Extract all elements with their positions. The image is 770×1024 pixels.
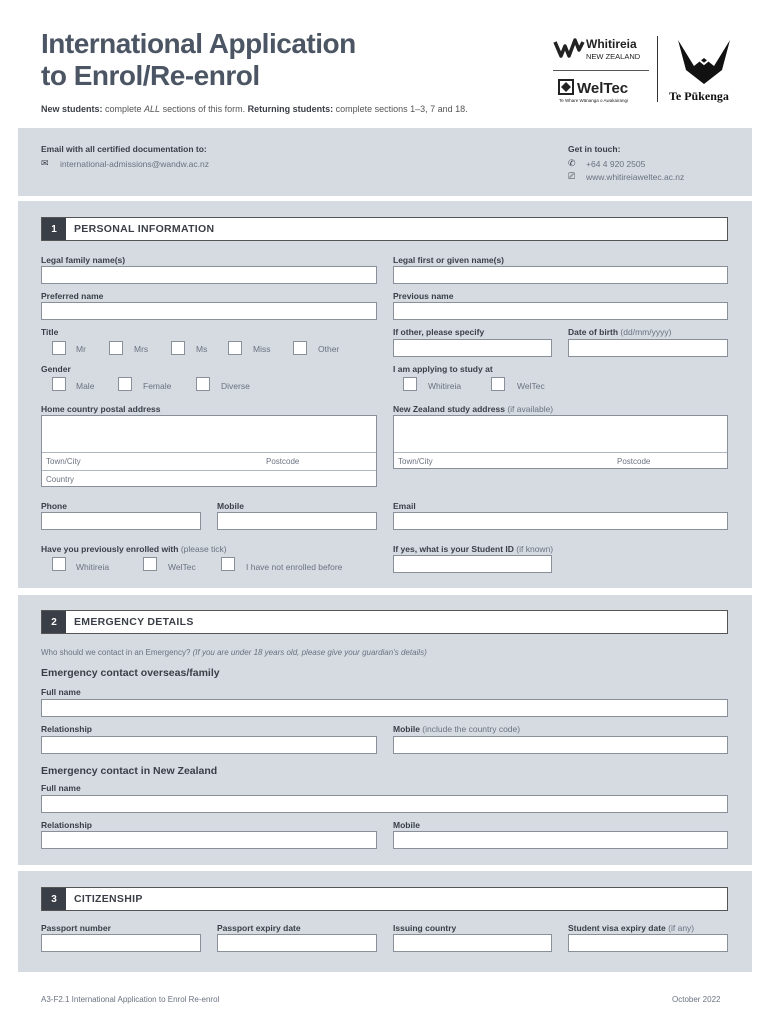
svg-text:Te Whare Wānanga o Awakairangi: Te Whare Wānanga o Awakairangi xyxy=(559,98,628,103)
intro-all: ALL xyxy=(144,104,161,114)
contact-band xyxy=(18,128,752,196)
phone-number[interactable]: +64 4 920 2505 xyxy=(586,159,646,169)
preferred-name-field[interactable] xyxy=(41,302,377,320)
passport-expiry-label: Passport expiry date xyxy=(217,923,301,933)
mobile-field[interactable] xyxy=(217,512,377,530)
prev-none-label: I have not enrolled before xyxy=(246,562,343,572)
passport-expiry-field[interactable] xyxy=(217,934,377,952)
svg-text:WelTec: WelTec xyxy=(577,80,629,97)
nz-relationship-field[interactable] xyxy=(41,831,377,849)
student-id-field[interactable] xyxy=(393,555,552,573)
overseas-contact-heading: Emergency contact overseas/family xyxy=(41,667,220,679)
other-specify-field[interactable] xyxy=(393,339,552,357)
prev-weltec-label: WelTec xyxy=(168,562,196,572)
dob-label: Date of birth (dd/mm/yyyy) xyxy=(568,327,672,337)
overseas-relationship-field[interactable] xyxy=(41,736,377,754)
nz-relationship-label: Relationship xyxy=(41,820,93,830)
first-name-field[interactable] xyxy=(393,266,728,284)
gender-female-label: Female xyxy=(143,381,172,391)
logo-divider xyxy=(553,70,649,71)
home-postcode-label: Postcode xyxy=(266,457,300,466)
nz-address-field[interactable] xyxy=(393,415,728,469)
intro-new-text: complete xyxy=(102,104,145,114)
title-ms-checkbox[interactable] xyxy=(171,341,185,355)
section-3-number: 3 xyxy=(42,888,66,910)
title-other-checkbox[interactable] xyxy=(293,341,307,355)
section-emergency-details xyxy=(18,595,752,865)
logo-vertical-divider xyxy=(657,36,658,102)
other-specify-label: If other, please specify xyxy=(393,327,485,337)
title-miss-checkbox[interactable] xyxy=(228,341,242,355)
applying-at-label: I am applying to study at xyxy=(393,364,493,374)
section-1-number: 1 xyxy=(42,218,66,240)
title-mr-label: Mr xyxy=(76,344,86,354)
gender-male-checkbox[interactable] xyxy=(52,377,66,391)
email-label: Email xyxy=(393,501,416,511)
student-id-label: If yes, what is your Student ID (if known) xyxy=(393,544,554,554)
first-name-label: Legal first or given name(s) xyxy=(393,255,504,265)
form-title-line1: International Application xyxy=(41,28,356,59)
nz-contact-heading: Emergency contact in New Zealand xyxy=(41,765,218,777)
applying-whitireia-checkbox[interactable] xyxy=(403,377,417,391)
phone-field[interactable] xyxy=(41,512,201,530)
weltec-logo xyxy=(558,78,650,104)
phone-icon: ✆ xyxy=(568,158,576,168)
website-link[interactable]: www.whitireiaweltec.ac.nz xyxy=(586,172,685,182)
svg-text:NEW ZEALAND: NEW ZEALAND xyxy=(586,52,641,61)
intro-returning-label: Returning students: xyxy=(247,104,334,114)
section-1-title: PERSONAL INFORMATION xyxy=(74,223,215,235)
phone-label: Phone xyxy=(41,501,67,511)
section-3-title: CITIZENSHIP xyxy=(74,893,143,905)
email-field[interactable] xyxy=(393,512,728,530)
nz-town-city-label: Town/City xyxy=(398,457,433,466)
section-3-header xyxy=(41,887,728,911)
prev-weltec-checkbox[interactable] xyxy=(143,557,157,571)
previous-name-label: Previous name xyxy=(393,291,454,301)
title-other-label: Other xyxy=(318,344,340,354)
nz-mobile-label: Mobile xyxy=(393,820,420,830)
prev-whitireia-checkbox[interactable] xyxy=(52,557,66,571)
nz-full-name-field[interactable] xyxy=(41,795,728,813)
intro-new-label: New students: xyxy=(41,104,103,114)
whitireia-logo xyxy=(553,36,649,66)
gender-male-label: Male xyxy=(76,381,95,391)
title-mrs-checkbox[interactable] xyxy=(109,341,123,355)
family-name-label: Legal family name(s) xyxy=(41,255,126,265)
overseas-mobile-field[interactable] xyxy=(393,736,728,754)
applying-weltec-label: WelTec xyxy=(517,381,545,391)
footer-form-code: A3-F2.1 International Application to Enrol Re-enrol xyxy=(41,995,220,1004)
intro-instructions xyxy=(41,104,468,114)
te-pukenga-logo xyxy=(668,36,740,104)
nz-postcode-label: Postcode xyxy=(617,457,651,466)
issuing-country-label: Issuing country xyxy=(393,923,457,933)
prev-none-checkbox[interactable] xyxy=(221,557,235,571)
get-in-touch-label: Get in touch: xyxy=(568,144,621,154)
title-mrs-label: Mrs xyxy=(134,344,149,354)
svg-text:Te Pūkenga: Te Pūkenga xyxy=(669,89,729,103)
section-personal-information xyxy=(18,201,752,588)
nz-mobile-field[interactable] xyxy=(393,831,728,849)
previous-name-field[interactable] xyxy=(393,302,728,320)
home-address-label: Home country postal address xyxy=(41,404,161,414)
form-title xyxy=(41,28,356,92)
nz-address-label: New Zealand study address (if available) xyxy=(393,404,554,414)
family-name-field[interactable] xyxy=(41,266,377,284)
issuing-country-field[interactable] xyxy=(393,934,552,952)
gender-diverse-checkbox[interactable] xyxy=(196,377,210,391)
overseas-mobile-label: Mobile (include the country code) xyxy=(393,724,521,734)
nz-full-name-label: Full name xyxy=(41,783,81,793)
section-2-header xyxy=(41,610,728,634)
emergency-question: Who should we contact in an Emergency? (If you are under 18 years old, please give your guardian's details) xyxy=(41,648,427,657)
mobile-label: Mobile xyxy=(217,501,244,511)
prev-whitireia-label: Whitireia xyxy=(76,562,110,572)
applying-weltec-checkbox[interactable] xyxy=(491,377,505,391)
section-1-header xyxy=(41,217,728,241)
intro-returning-text: complete sections 1–3, 7 and 18. xyxy=(333,104,468,114)
gender-label: Gender xyxy=(41,364,71,374)
home-country-label: Country xyxy=(46,475,75,484)
passport-number-label: Passport number xyxy=(41,923,111,933)
home-address-field[interactable] xyxy=(41,415,377,487)
overseas-full-name-field[interactable] xyxy=(41,699,728,717)
home-town-city-label: Town/City xyxy=(46,457,81,466)
website-icon: ⎚ xyxy=(568,171,576,181)
prev-enrolled-label: Have you previously enrolled with (please tick) xyxy=(41,544,227,554)
section-2-number: 2 xyxy=(42,611,66,633)
envelope-icon: ✉ xyxy=(41,158,49,168)
admissions-email-link[interactable]: international-admissions@wandw.ac.nz xyxy=(60,159,209,169)
overseas-full-name-label: Full name xyxy=(41,687,81,697)
title-miss-label: Miss xyxy=(253,344,271,354)
title-ms-label: Ms xyxy=(196,344,208,354)
visa-expiry-field[interactable] xyxy=(568,934,728,952)
section-citizenship xyxy=(18,871,752,972)
passport-number-field[interactable] xyxy=(41,934,201,952)
title-mr-checkbox[interactable] xyxy=(52,341,66,355)
footer-date: October 2022 xyxy=(672,995,721,1004)
overseas-relationship-label: Relationship xyxy=(41,724,93,734)
preferred-name-label: Preferred name xyxy=(41,291,104,301)
applying-whitireia-label: Whitireia xyxy=(428,381,462,391)
section-2-title: EMERGENCY DETAILS xyxy=(74,616,194,628)
visa-expiry-label: Student visa expiry date (if any) xyxy=(568,923,695,933)
intro-new-text2: sections of this form. xyxy=(160,104,248,114)
svg-text:Whitireia: Whitireia xyxy=(586,37,637,51)
form-title-line2: to Enrol/Re-enrol xyxy=(41,60,260,91)
title-label: Title xyxy=(41,327,59,337)
dob-field[interactable] xyxy=(568,339,728,357)
email-instruction-label: Email with all certified documentation to: xyxy=(41,144,207,154)
gender-diverse-label: Diverse xyxy=(221,381,250,391)
gender-female-checkbox[interactable] xyxy=(118,377,132,391)
